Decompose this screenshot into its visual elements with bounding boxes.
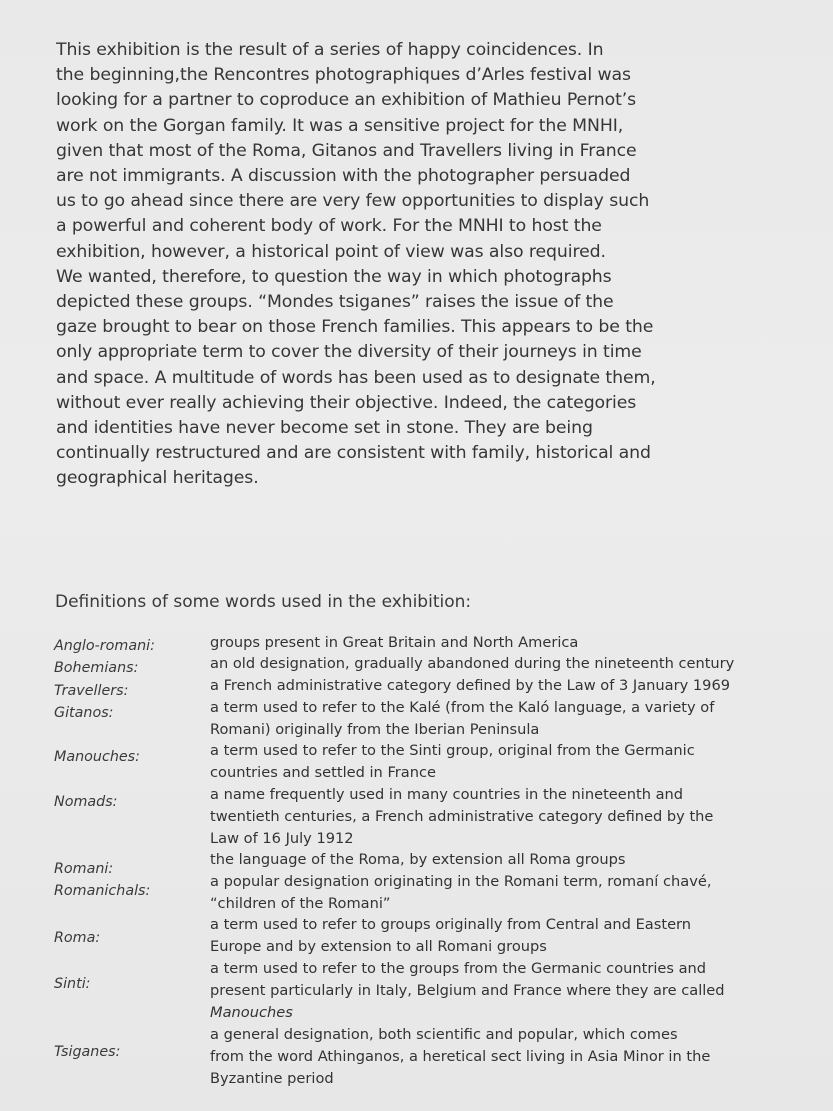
intro-line: geographical heritages. <box>56 468 259 489</box>
definition-text <box>210 914 770 958</box>
definitions-heading: Definitions of some words used in the exhibition: <box>55 592 472 612</box>
definition-line: a name frequently used in many countries in the nineteenth and <box>210 786 684 803</box>
definition-term: Sinti: <box>54 976 91 992</box>
intro-line: a powerful and coherent body of work. For the MNHI to host the <box>56 216 602 237</box>
definition-line: a general designation, both scientific and popular, which comes <box>210 1026 678 1043</box>
definition-line: Europe and by extension to all Romani groups <box>210 938 547 955</box>
definition-line: groups present in Great Britain and North America <box>210 634 579 651</box>
definition-text <box>210 1024 770 1090</box>
definition-line: the language of the Roma, by extension all Roma groups <box>210 851 626 868</box>
definition-text <box>210 849 770 871</box>
intro-line: gaze brought to bear on those French families. This appears to be the <box>56 317 654 338</box>
intro-line: without ever really achieving their objective. Indeed, the categories <box>56 392 637 413</box>
intro-line: us to go ahead since there are very few opportunities to display such <box>56 191 650 212</box>
definition-line: countries and settled in France <box>210 764 436 781</box>
definition-term: Manouches: <box>54 749 140 765</box>
definition-line: from the word Athinganos, a heretical sect living in Asia Minor in the <box>210 1048 711 1065</box>
intro-line: given that most of the Roma, Gitanos and Travellers living in France <box>56 140 637 161</box>
definition-term: Travellers: <box>54 683 129 699</box>
definition-text <box>210 697 770 741</box>
definition-term: Bohemians: <box>54 660 139 676</box>
intro-line: We wanted, therefore, to question the way in which photographs <box>56 266 612 287</box>
definition-line: Romani) originally from the Iberian Peninsula <box>210 721 540 738</box>
intro-line: the beginning,the Rencontres photographiques d’Arles festival was <box>56 65 631 86</box>
definition-line: a term used to refer to the Kalé (from the Kaló language, a variety of <box>210 699 715 716</box>
intro-line: only appropriate term to cover the diversity of their journeys in time <box>56 342 642 363</box>
intro-line: work on the Gorgan family. It was a sensitive project for the MNHI, <box>56 115 624 136</box>
definition-term: Anglo-romani: <box>54 638 155 654</box>
definition-line: an old designation, gradually abandoned during the nineteenth century <box>210 655 735 672</box>
definition-text <box>210 871 770 915</box>
definition-text <box>210 675 770 697</box>
definition-line: Law of 16 July 1912 <box>210 830 354 847</box>
definition-text <box>210 740 770 784</box>
intro-line: This exhibition is the result of a series of happy coincidences. In <box>56 40 604 60</box>
definition-term: Roma: <box>54 930 101 946</box>
definition-line: a popular designation originating in the Romani term, romaní chavé, <box>210 873 712 890</box>
definition-line: Manouches <box>210 1004 293 1021</box>
intro-line: are not immigrants. A discussion with the photographer persuaded <box>56 166 631 187</box>
definition-line: a term used to refer to groups originally from Central and Eastern <box>210 916 692 933</box>
definition-line: present particularly in Italy, Belgium and France where they are called <box>210 982 725 999</box>
intro-line: looking for a partner to coproduce an exhibition of Mathieu Pernot’s <box>56 90 637 111</box>
intro-line: and space. A multitude of words has been used as to designate them, <box>56 367 656 388</box>
definition-line: “children of the Romani” <box>210 895 391 912</box>
definition-line: twentieth centuries, a French administrative category defined by the <box>210 808 714 825</box>
intro-line: and identities have never become set in stone. They are being <box>56 418 593 439</box>
intro-line: exhibition, however, a historical point of view was also required. <box>56 241 606 262</box>
definition-line: a term used to refer to the Sinti group, original from the Germanic <box>210 742 695 759</box>
definition-line: a term used to refer to the groups from the Germanic countries and <box>210 960 707 977</box>
definition-term: Romani: <box>54 861 114 877</box>
definition-term: Tsiganes: <box>54 1044 121 1060</box>
definition-line: Byzantine period <box>210 1070 334 1087</box>
definition-term: Romanichals: <box>54 883 151 899</box>
definition-term: Nomads: <box>54 794 118 810</box>
intro-line: continually restructured and are consistent with family, historical and <box>56 443 651 464</box>
intro-line: depicted these groups. “Mondes tsiganes” raises the issue of the <box>56 292 614 313</box>
definition-term: Gitanos: <box>54 705 114 721</box>
definition-line: a French administrative category defined by the Law of 3 January 1969 <box>210 677 731 694</box>
definition-text <box>210 784 770 850</box>
definition-text <box>210 653 770 675</box>
definition-text <box>210 958 770 1024</box>
definition-text <box>210 632 770 654</box>
